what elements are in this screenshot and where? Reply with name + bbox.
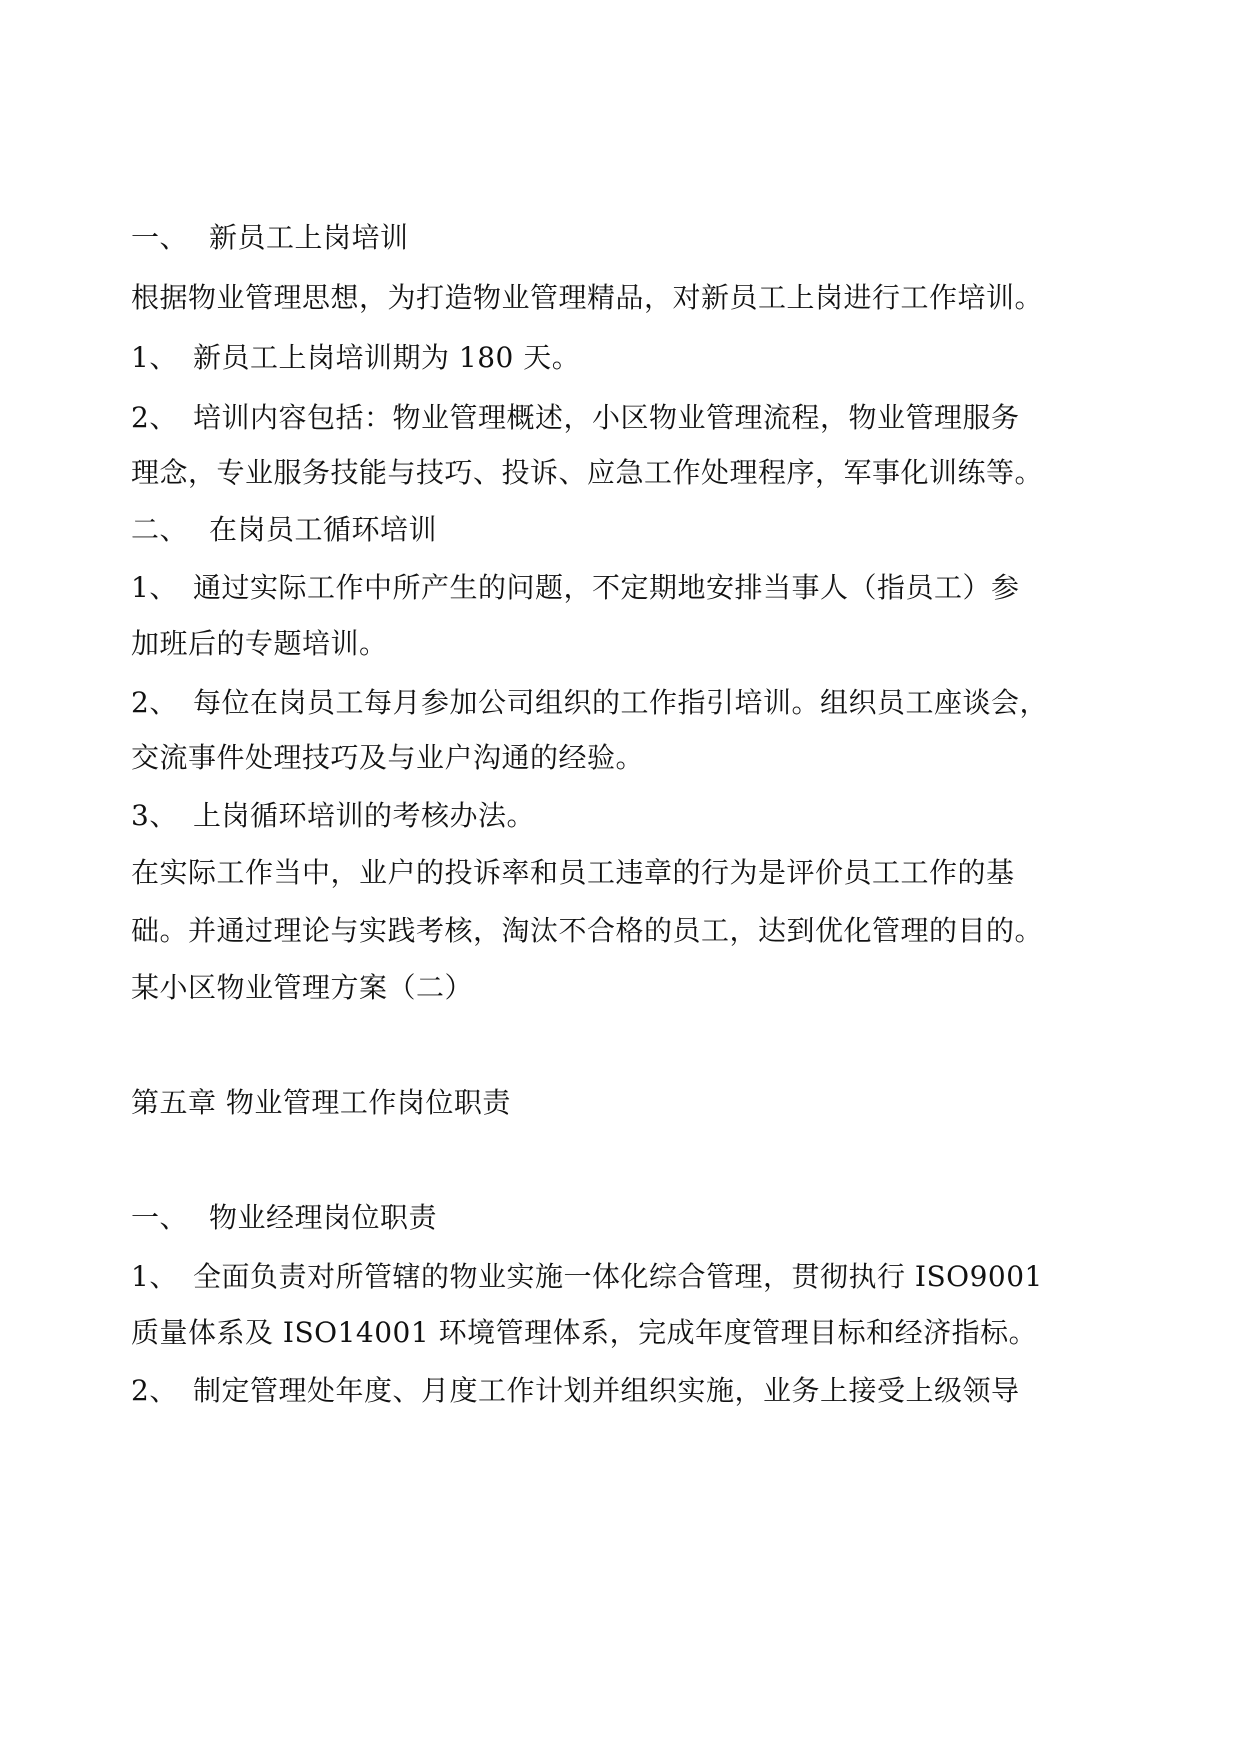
list-number: 2、	[131, 1374, 178, 1407]
list-number: 1、	[131, 571, 178, 604]
section-heading	[131, 218, 1116, 258]
list-item	[131, 796, 1116, 836]
list-number: 3、	[131, 799, 178, 832]
paragraph-continuation: 理念，专业服务技能与技巧、投诉、应急工作处理程序，军事化训练等。	[131, 456, 1044, 489]
document-subtitle: 某小区物业管理方案（二）	[131, 971, 474, 1004]
paragraph: 根据物业管理思想，为打造物业管理精品，对新员工上岗进行工作培训。	[131, 281, 1044, 314]
list-item	[131, 398, 1116, 438]
list-item	[131, 1257, 1116, 1297]
paragraph-continuation: 础。并通过理论与实践考核，淘汰不合格的员工，达到优化管理的目的。	[131, 914, 1044, 947]
list-text: 上岗循环培训的考核办法。	[193, 799, 536, 832]
list-item	[131, 683, 1116, 723]
list-text: 制定管理处年度、月度工作计划并组织实施，业务上接受上级领导	[193, 1374, 1020, 1407]
list-item	[131, 1371, 1116, 1411]
paragraph-continuation: 质量体系及 ISO14001 环境管理体系，完成年度管理目标和经济指标。	[131, 1316, 1038, 1349]
paragraph-continuation: 加班后的专题培训。	[131, 627, 388, 660]
section-number: 二、	[131, 513, 189, 546]
list-number: 1、	[131, 341, 178, 374]
list-text: 每位在岗员工每月参加公司组织的工作指引培训。组织员工座谈会，	[193, 686, 1049, 719]
section-title: 在岗员工循环培训	[209, 513, 438, 546]
chapter-title: 第五章 物业管理工作岗位职责	[131, 1086, 511, 1119]
list-text: 培训内容包括：物业管理概述，小区物业管理流程，物业管理服务	[193, 401, 1020, 434]
list-item	[131, 338, 1116, 378]
paragraph-continuation: 交流事件处理技巧及与业户沟通的经验。	[131, 741, 645, 774]
section-title: 新员工上岗培训	[209, 221, 409, 254]
section-heading	[131, 1198, 1116, 1238]
list-number: 2、	[131, 686, 178, 719]
list-text: 通过实际工作中所产生的问题，不定期地安排当事人（指员工）参	[193, 571, 1020, 604]
list-text: 全面负责对所管辖的物业实施一体化综合管理，贯彻执行 ISO9001	[193, 1260, 1043, 1293]
list-item	[131, 568, 1116, 608]
section-title: 物业经理岗位职责	[209, 1201, 438, 1234]
list-number: 2、	[131, 401, 178, 434]
section-number: 一、	[131, 1201, 189, 1234]
list-number: 1、	[131, 1260, 178, 1293]
list-text: 新员工上岗培训期为 180 天。	[193, 341, 581, 374]
paragraph: 在实际工作当中，业户的投诉率和员工违章的行为是评价员工工作的基	[131, 856, 1015, 889]
section-number: 一、	[131, 221, 189, 254]
section-heading	[131, 510, 1116, 550]
